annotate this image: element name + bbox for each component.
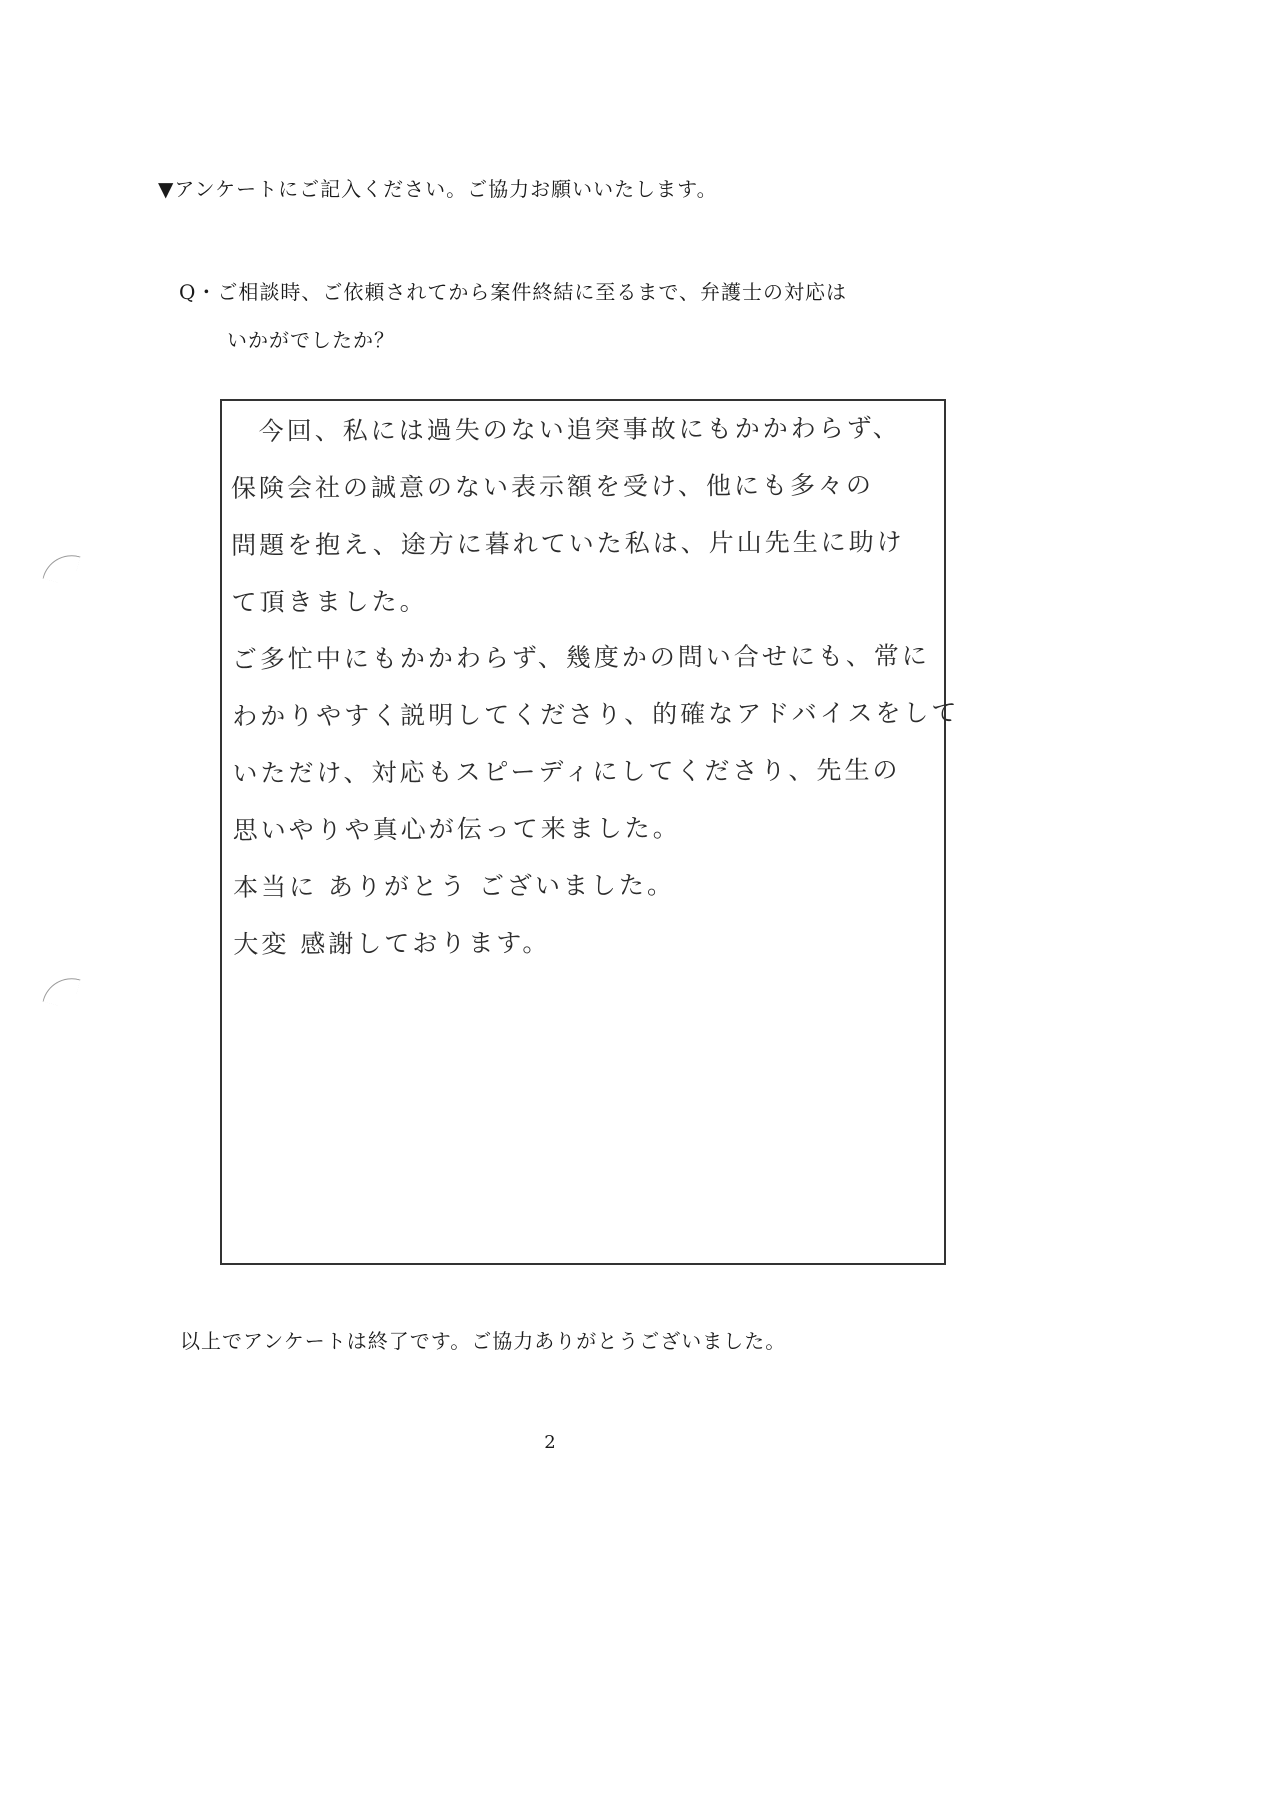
answer-line: て頂きました。 — [231, 586, 428, 617]
punch-hole-mark — [43, 549, 81, 587]
question-line-2: いかがでしたか？ — [227, 328, 395, 352]
answer-line: 大変 感謝しております。 — [233, 928, 551, 959]
survey-question — [179, 268, 847, 364]
answer-line: 思いやりや真心が伝って来ました。 — [232, 813, 681, 845]
answer-line: わかりやすく説明してくださり、的確なアドバイスをして — [232, 698, 960, 731]
question-line-1: Q・ご相談時、ご依頼されてから案件終結に至るまで、弁護士の対応は — [179, 280, 847, 304]
survey-closing: 以上でアンケートは終了です。ご協力ありがとうございました。 — [180, 1329, 787, 1353]
answer-line: ご多忙中にもかかわらず、幾度かの問い合せにも、常に — [231, 641, 930, 674]
answer-line: 保険会社の誠意のない表示額を受け、他にも多々の — [230, 470, 875, 503]
survey-instruction: ▼アンケートにご記入ください。ご協力お願いいたします。 — [158, 177, 718, 201]
answer-line: 今回、私には過失のない追突事故にもかかわらず、 — [258, 413, 901, 446]
page-number: 2 — [544, 1432, 556, 1453]
answer-line: 問題を抱え、途方に暮れていた私は、片山先生に助け — [231, 527, 905, 560]
punch-hole-mark — [43, 972, 81, 1010]
handwritten-answer — [230, 399, 960, 973]
answer-line: いただけ、対応もスピーディにしてくださり、先生の — [232, 755, 901, 788]
answer-line: 本当に ありがとう ございました。 — [232, 870, 676, 902]
